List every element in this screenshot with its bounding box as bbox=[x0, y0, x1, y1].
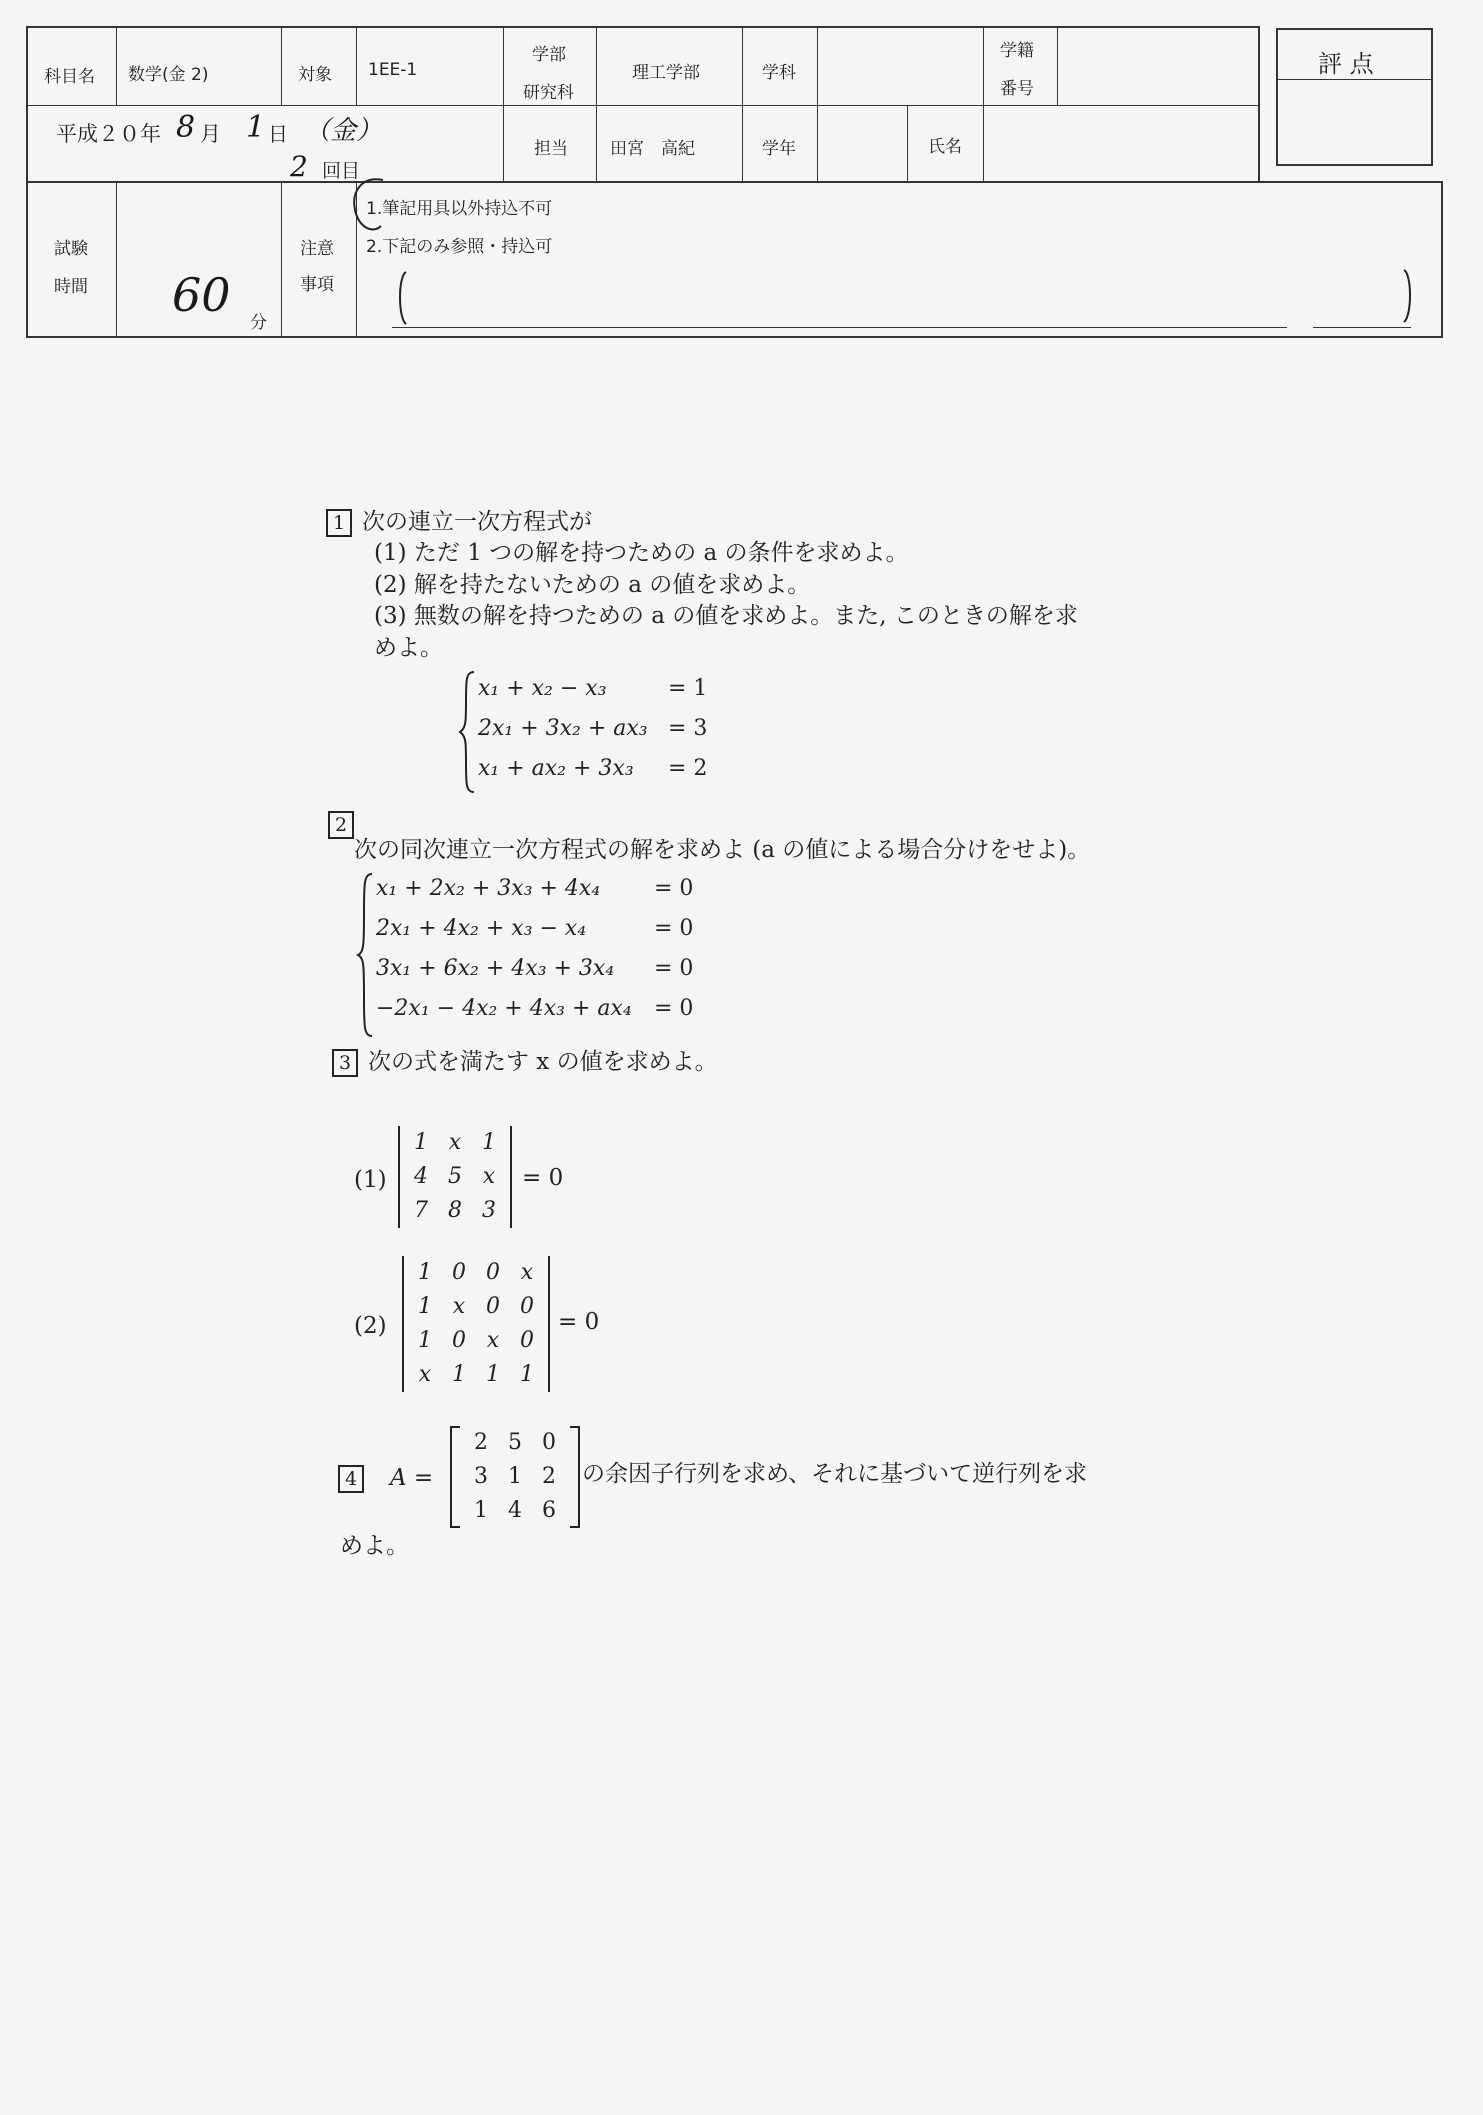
problem-2-intro: 次の同次連立一次方程式の解を求めよ (a の値による場合分けをせよ)。 bbox=[354, 837, 1091, 863]
problem-1-q1: (1) ただ 1 つの解を持つための a の条件を求めよ。 bbox=[374, 540, 909, 566]
problem-1-intro: 1 次の連立一次方程式が bbox=[326, 506, 592, 538]
problem-3-d1-label: (1) bbox=[354, 1167, 387, 1193]
faculty-label-2: 研究科 bbox=[523, 83, 574, 103]
problem-3-d1-rhs: = 0 bbox=[522, 1165, 564, 1191]
problem-2-eq-1: x₁ + 2x₂ + 3x₃ + 4x₄ = 0 bbox=[376, 876, 694, 901]
session-hand: 2 bbox=[290, 150, 308, 183]
exam-time-label-2: 時間 bbox=[54, 277, 88, 297]
problem-4-text-b: めよ。 bbox=[340, 1533, 409, 1559]
bracket-left-mark bbox=[392, 268, 412, 328]
problem-1-number: 1 bbox=[326, 509, 352, 537]
date-day-hand: 1 bbox=[246, 110, 266, 145]
date-prefix: 平成２０年 bbox=[56, 122, 161, 146]
problem-2-number: 2 bbox=[328, 811, 354, 839]
problem-3-number: 3 bbox=[332, 1049, 358, 1077]
problem-3-intro: 3 次の式を満たす x の値を求めよ。 bbox=[332, 1046, 718, 1078]
problem-2-brace bbox=[356, 872, 376, 1038]
problem-4-matrix: 2 5 0 3 1 2 1 4 6 bbox=[450, 1426, 580, 1528]
problem-3-d2-label: (2) bbox=[354, 1313, 387, 1339]
instructor-value: 田宮 高紀 bbox=[610, 139, 695, 159]
target-value: 1EE-1 bbox=[368, 60, 418, 80]
notes-label-1: 注意 bbox=[300, 239, 334, 259]
exam-time-hand: 60 bbox=[172, 268, 231, 322]
problem-4-lhs: A = bbox=[390, 1465, 434, 1491]
handdrawn-circle-mark bbox=[345, 172, 405, 242]
problem-2-eq-2: 2x₁ + 4x₂ + x₃ − x₄ = 0 bbox=[376, 916, 694, 941]
problem-1-q2: (2) 解を持たないための a の値を求めよ。 bbox=[374, 572, 811, 598]
problem-1-eq-2: 2x₁ + 3x₂ + ax₃ = 3 bbox=[478, 716, 708, 741]
name-label: 氏名 bbox=[928, 137, 962, 157]
faculty-value: 理工学部 bbox=[632, 63, 700, 83]
note-2: 2.下記のみ参照・持込可 bbox=[366, 237, 553, 257]
problem-1-q3b: めよ。 bbox=[374, 635, 443, 661]
problem-4-text-a: の余因子行列を求め、それに基づいて逆行列を求 bbox=[582, 1461, 1088, 1487]
session-label: 回目 bbox=[322, 160, 361, 182]
grade-box-label: 評 点 bbox=[1318, 50, 1374, 78]
problem-2-eq-4: −2x₁ − 4x₂ + 4x₃ + ax₄ = 0 bbox=[376, 996, 694, 1021]
year-label: 学年 bbox=[762, 139, 796, 159]
problem-1-q3a: (3) 無数の解を持つための a の値を求めよ。また, このときの解を求 bbox=[374, 603, 1078, 629]
bracket-right-mark bbox=[1400, 266, 1420, 326]
problem-2-eq-3: 3x₁ + 6x₂ + 4x₃ + 3x₄ = 0 bbox=[376, 956, 694, 981]
dept-label: 学科 bbox=[762, 63, 796, 83]
subject-value: 数学(金 2) bbox=[128, 65, 209, 85]
problem-1-eq-3: x₁ + ax₂ + 3x₃ = 2 bbox=[478, 756, 708, 781]
date-day-label: 日 bbox=[268, 122, 288, 146]
student-id-label-2: 番号 bbox=[1000, 79, 1034, 99]
student-id-label-1: 学籍 bbox=[1000, 41, 1034, 61]
problem-1-eq-1: x₁ + x₂ − x₃ = 1 bbox=[478, 676, 708, 701]
problem-4-number-wrap bbox=[338, 1462, 374, 1494]
faculty-label-1: 学部 bbox=[532, 45, 566, 65]
problem-3-determinant-2: 1 0 0 x 1 x 0 0 1 0 x 0 x 1 1 1 bbox=[402, 1256, 550, 1392]
problem-3-determinant-1: 1 x 1 4 5 x 7 8 3 bbox=[398, 1126, 512, 1228]
problem-3-d2-rhs: = 0 bbox=[558, 1309, 600, 1335]
date-month-hand: 8 bbox=[176, 110, 196, 145]
problem-4-number: 4 bbox=[338, 1465, 364, 1493]
instructor-label: 担当 bbox=[534, 139, 568, 159]
exam-time-unit: 分 bbox=[250, 313, 267, 333]
notes-label-2: 事項 bbox=[300, 275, 334, 295]
problem-1-brace bbox=[458, 670, 478, 794]
subject-label: 科目名 bbox=[44, 67, 95, 87]
exam-time-label-1: 試験 bbox=[54, 239, 88, 259]
note-1: 1.筆記用具以外持込不可 bbox=[366, 199, 553, 219]
target-label: 対象 bbox=[298, 65, 332, 85]
date-weekday-hand: （金） bbox=[304, 116, 383, 146]
date-month-label: 月 bbox=[200, 122, 221, 146]
